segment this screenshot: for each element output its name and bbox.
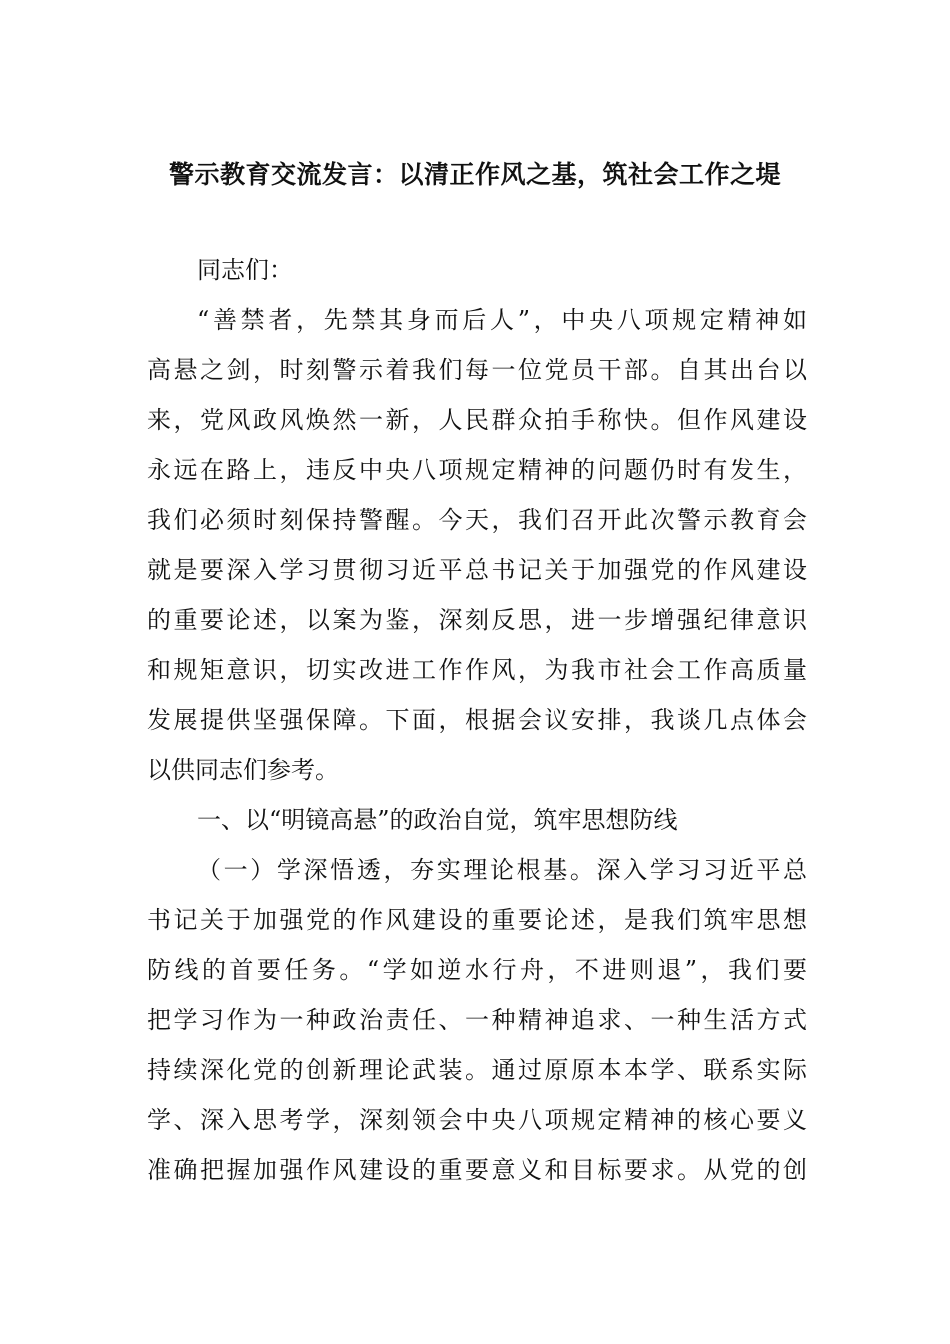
paragraph-2-line: 书记关于加强党的作风建设的重要论述，是我们筑牢思想 [147, 906, 807, 934]
paragraph-1-line: 的重要论述，以案为鉴，深刻反思，进一步增强纪律意识 [147, 606, 807, 634]
paragraph-1 [147, 295, 807, 795]
paragraph-2-line: 准确把握加强作风建设的重要意义和目标要求。从党的创 [147, 1156, 807, 1184]
document-body [147, 245, 807, 1195]
paragraph-1-line: 和规矩意识，切实改进工作作风，为我市社会工作高质量 [147, 656, 807, 684]
paragraph-1-line: 高悬之剑，时刻警示着我们每一位党员干部。自其出台以 [147, 356, 807, 384]
greeting-line: 同志们： [197, 256, 293, 284]
paragraph-2-line: 学、深入思考学，深刻领会中央八项规定精神的核心要义 [147, 1106, 807, 1134]
paragraph-2 [147, 845, 807, 1195]
paragraph-2-line: （一）学深悟透，夯实理论根基。深入学习习近平总 [197, 856, 807, 884]
paragraph-1-line: 以供同志们参考。 [147, 756, 339, 784]
paragraph-1-line: 就是要深入学习贯彻习近平总书记关于加强党的作风建设 [147, 556, 807, 584]
paragraph-2-line: 持续深化党的创新理论武装。通过原原本本学、联系实际 [147, 1056, 807, 1084]
paragraph-2-line: 防线的首要任务。“学如逆水行舟，不进则退”，我们要 [147, 956, 807, 984]
section-1-heading: 一、以“明镜高悬”的政治自觉，筑牢思想防线 [197, 806, 678, 834]
paragraph-1-line: “善禁者，先禁其身而后人”，中央八项规定精神如 [197, 306, 807, 334]
paragraph-1-line: 永远在路上，违反中央八项规定精神的问题仍时有发生， [147, 456, 807, 484]
paragraph-1-line: 发展提供坚强保障。下面，根据会议安排，我谈几点体会 [147, 706, 807, 734]
paragraph-1-line: 我们必须时刻保持警醒。今天，我们召开此次警示教育会 [147, 506, 807, 534]
paragraph-1-line: 来，党风政风焕然一新，人民群众拍手称快。但作风建设 [147, 406, 807, 434]
document-title: 警示教育交流发言：以清正作风之基，筑社会工作之堤 [168, 160, 781, 189]
paragraph-2-line: 把学习作为一种政治责任、一种精神追求、一种生活方式 [147, 1006, 807, 1034]
